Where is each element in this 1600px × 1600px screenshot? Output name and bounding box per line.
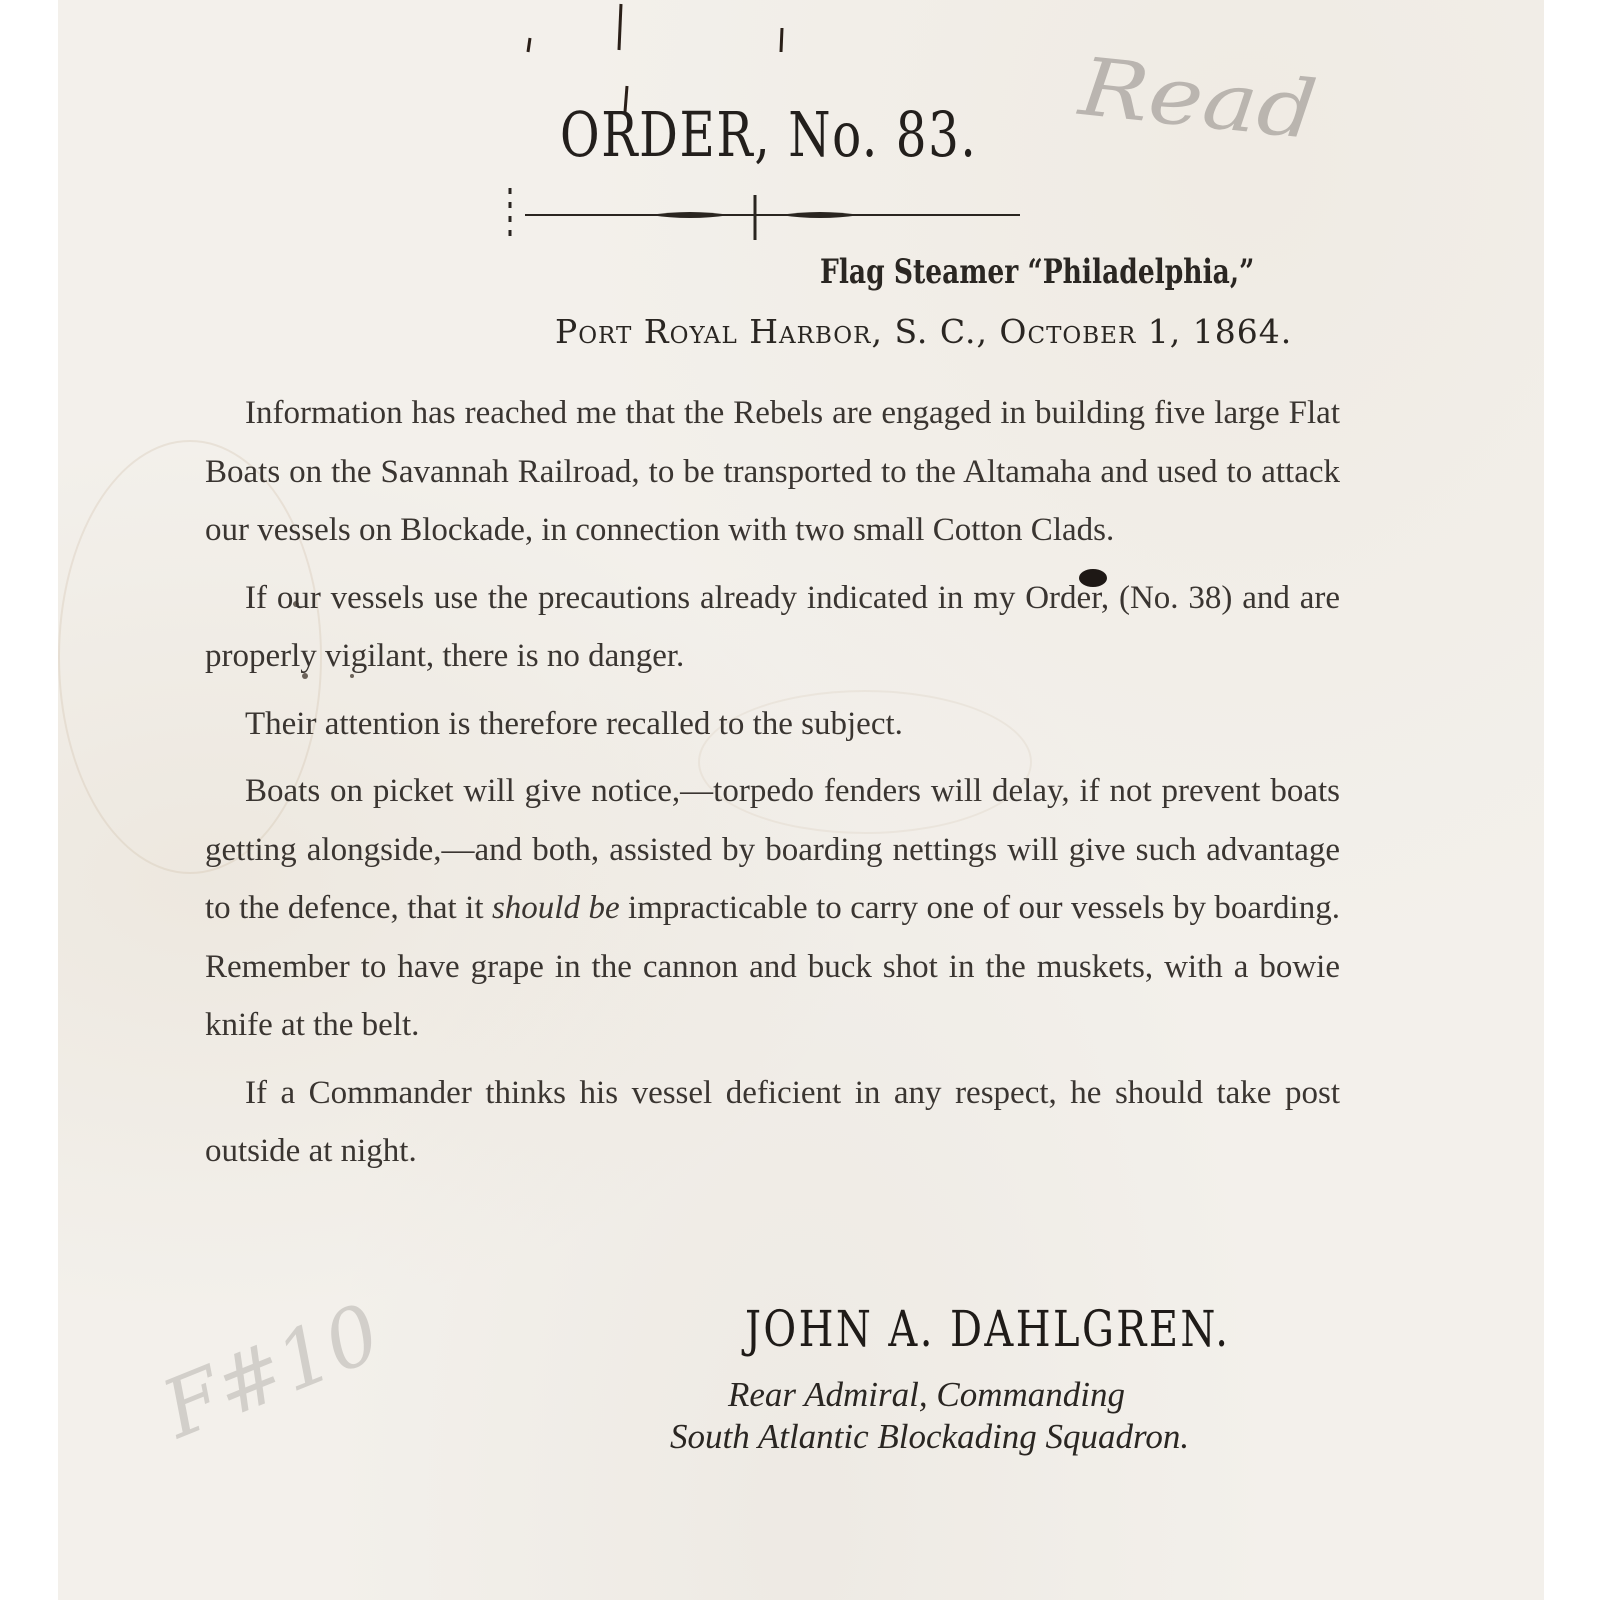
pencil-note-read: Read xyxy=(1075,40,1322,158)
place-date-line: Port Royal Harbor, S. C., October 1, 1864. xyxy=(555,312,1293,351)
pencil-note-number: F#10 xyxy=(150,1285,393,1457)
ship-line: Flag Steamer “Philadelphia,” xyxy=(820,252,1255,292)
boats-text-b: impracticable to carry one of our vessels by boarding. Remember to have grape in the cannon and buck shot in the muskets, with a bowie knife at the belt. xyxy=(205,890,1340,1043)
signature-name: JOHN A. DAHLGREN. xyxy=(745,1300,1231,1358)
signature-rank: Rear Admiral, Commanding xyxy=(728,1375,1125,1414)
paragraph-precautions: If our vessels use the precautions already indicated in my Order, (No. 38) and are properly vigilant, there is no danger. xyxy=(205,579,1340,674)
boats-text-a: Boats on picket will give notice,—torpedo fenders will delay, if not prevent boats getting alongside,—and both, assisted by boarding nettings will give such advantage to the defence, that it xyxy=(205,773,1340,926)
paragraph-attention: Their attention is therefore recalled to the subject. xyxy=(245,705,903,742)
paragraph-commander: If a Commander thinks his vessel deficient in any respect, he should take post outside at night. xyxy=(205,1074,1340,1169)
decorative-rule xyxy=(480,180,1040,250)
signature-command: South Atlantic Blockading Squadron. xyxy=(670,1417,1190,1456)
paragraph-boats xyxy=(205,762,1340,1055)
order-body xyxy=(205,384,1340,1190)
boats-text-italic: should be xyxy=(491,890,620,926)
order-title: ORDER, No. 83. xyxy=(560,98,978,171)
paragraph-intelligence: Information has reached me that the Rebels are engaged in building five large Flat Boats on the Savannah Railroad, to be transported to the Altamaha and used to attack our vessels on Blockade, in connection with two small Cotton Clads. xyxy=(205,395,1340,548)
